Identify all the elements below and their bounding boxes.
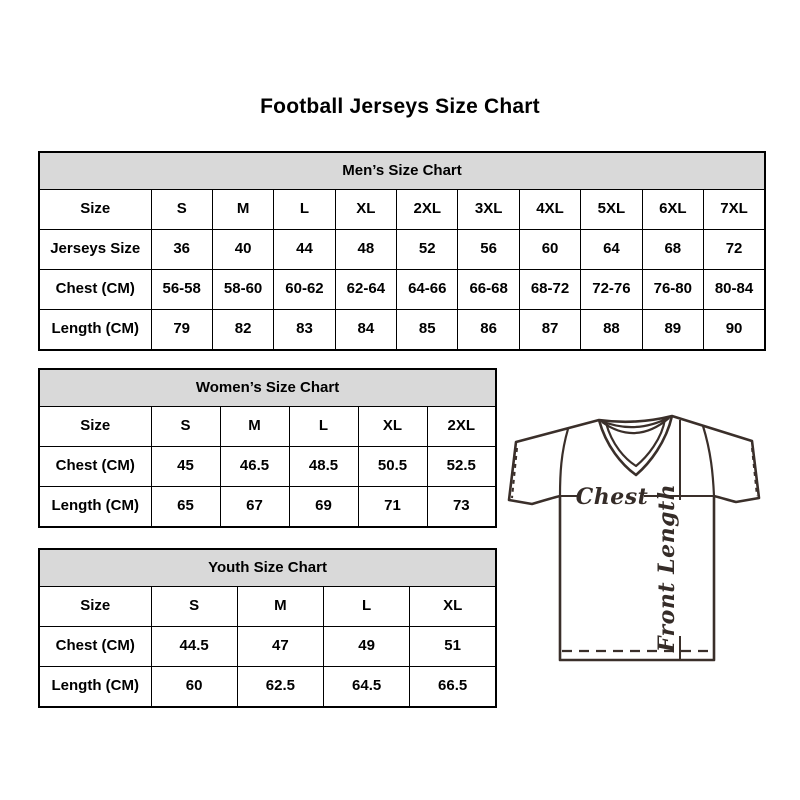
row-label: Chest (CM) <box>39 447 151 487</box>
size-value-cell: 64-66 <box>397 270 458 310</box>
row-label: Length (CM) <box>39 667 151 707</box>
size-value-cell: 65 <box>151 487 220 527</box>
size-value-cell: 52.5 <box>427 447 496 487</box>
size-value-cell: 83 <box>274 310 335 350</box>
table-row <box>39 310 765 350</box>
table-section-row <box>39 549 496 587</box>
size-value-cell: 66.5 <box>410 667 496 707</box>
table-row <box>39 667 496 707</box>
size-column-header: XL <box>410 587 496 627</box>
size-value-cell: 85 <box>397 310 458 350</box>
size-column-header: L <box>274 190 335 230</box>
chest-measure-label: Chest <box>575 484 649 510</box>
table-row <box>39 447 496 487</box>
youth-size-table <box>38 548 497 708</box>
front-length-measure-label: Front Length <box>654 483 680 653</box>
page-title: Football Jerseys Size Chart <box>260 95 540 118</box>
size-value-cell: 87 <box>519 310 580 350</box>
size-column-header: 6XL <box>642 190 703 230</box>
size-value-cell: 67 <box>220 487 289 527</box>
size-value-cell: 62.5 <box>237 667 323 707</box>
size-column-header: XL <box>335 190 396 230</box>
size-value-cell: 72-76 <box>581 270 642 310</box>
size-column-header: M <box>212 190 273 230</box>
row-label: Size <box>39 190 151 230</box>
size-column-header: L <box>324 587 410 627</box>
size-column-header: L <box>289 407 358 447</box>
size-column-header: S <box>151 190 212 230</box>
size-value-cell: 56-58 <box>151 270 212 310</box>
table-section-row <box>39 369 496 407</box>
size-value-cell: 47 <box>237 627 323 667</box>
row-label: Chest (CM) <box>39 627 151 667</box>
table-row <box>39 487 496 527</box>
size-value-cell: 51 <box>410 627 496 667</box>
size-value-cell: 56 <box>458 230 519 270</box>
size-value-cell: 36 <box>151 230 212 270</box>
size-value-cell: 52 <box>397 230 458 270</box>
size-value-cell: 60 <box>519 230 580 270</box>
size-value-cell: 64.5 <box>324 667 410 707</box>
size-column-header: S <box>151 407 220 447</box>
size-value-cell: 82 <box>212 310 273 350</box>
size-value-cell: 84 <box>335 310 396 350</box>
size-column-header: 3XL <box>458 190 519 230</box>
size-value-cell: 73 <box>427 487 496 527</box>
size-column-header: S <box>151 587 237 627</box>
jersey-outline-shape <box>509 416 759 660</box>
left-armhole-seam <box>560 429 568 496</box>
size-value-cell: 48.5 <box>289 447 358 487</box>
mens-table-title: Men’s Size Chart <box>39 152 765 190</box>
row-label: Length (CM) <box>39 310 151 350</box>
size-value-cell: 50.5 <box>358 447 427 487</box>
size-column-header: M <box>237 587 323 627</box>
womens-size-table <box>38 368 497 528</box>
row-label: Length (CM) <box>39 487 151 527</box>
size-value-cell: 71 <box>358 487 427 527</box>
right-armhole-seam <box>703 426 714 496</box>
size-value-cell: 44 <box>274 230 335 270</box>
size-value-cell: 48 <box>335 230 396 270</box>
table-row <box>39 407 496 447</box>
size-value-cell: 72 <box>704 230 766 270</box>
mens-size-table <box>38 151 766 351</box>
size-value-cell: 45 <box>151 447 220 487</box>
size-value-cell: 62-64 <box>335 270 396 310</box>
row-label: Size <box>39 587 151 627</box>
size-value-cell: 49 <box>324 627 410 667</box>
row-label: Jerseys Size <box>39 230 151 270</box>
size-value-cell: 60-62 <box>274 270 335 310</box>
size-value-cell: 66-68 <box>458 270 519 310</box>
table-row <box>39 230 765 270</box>
size-value-cell: 76-80 <box>642 270 703 310</box>
size-column-header: 4XL <box>519 190 580 230</box>
size-value-cell: 40 <box>212 230 273 270</box>
size-column-header: M <box>220 407 289 447</box>
size-value-cell: 68-72 <box>519 270 580 310</box>
size-value-cell: 80-84 <box>704 270 766 310</box>
womens-table-title: Women’s Size Chart <box>39 369 496 407</box>
size-value-cell: 60 <box>151 667 237 707</box>
size-value-cell: 86 <box>458 310 519 350</box>
table-row <box>39 627 496 667</box>
size-column-header: 2XL <box>397 190 458 230</box>
size-value-cell: 89 <box>642 310 703 350</box>
table-section-row <box>39 152 765 190</box>
size-value-cell: 46.5 <box>220 447 289 487</box>
table-row <box>39 190 765 230</box>
size-column-header: XL <box>358 407 427 447</box>
jersey-measurement-diagram <box>502 408 770 670</box>
row-label: Chest (CM) <box>39 270 151 310</box>
row-label: Size <box>39 407 151 447</box>
youth-table-title: Youth Size Chart <box>39 549 496 587</box>
size-value-cell: 64 <box>581 230 642 270</box>
size-value-cell: 88 <box>581 310 642 350</box>
size-value-cell: 79 <box>151 310 212 350</box>
size-value-cell: 90 <box>704 310 766 350</box>
size-value-cell: 58-60 <box>212 270 273 310</box>
size-column-header: 2XL <box>427 407 496 447</box>
size-value-cell: 44.5 <box>151 627 237 667</box>
size-value-cell: 68 <box>642 230 703 270</box>
size-value-cell: 69 <box>289 487 358 527</box>
size-column-header: 5XL <box>581 190 642 230</box>
size-column-header: 7XL <box>704 190 766 230</box>
table-row <box>39 587 496 627</box>
table-row <box>39 270 765 310</box>
